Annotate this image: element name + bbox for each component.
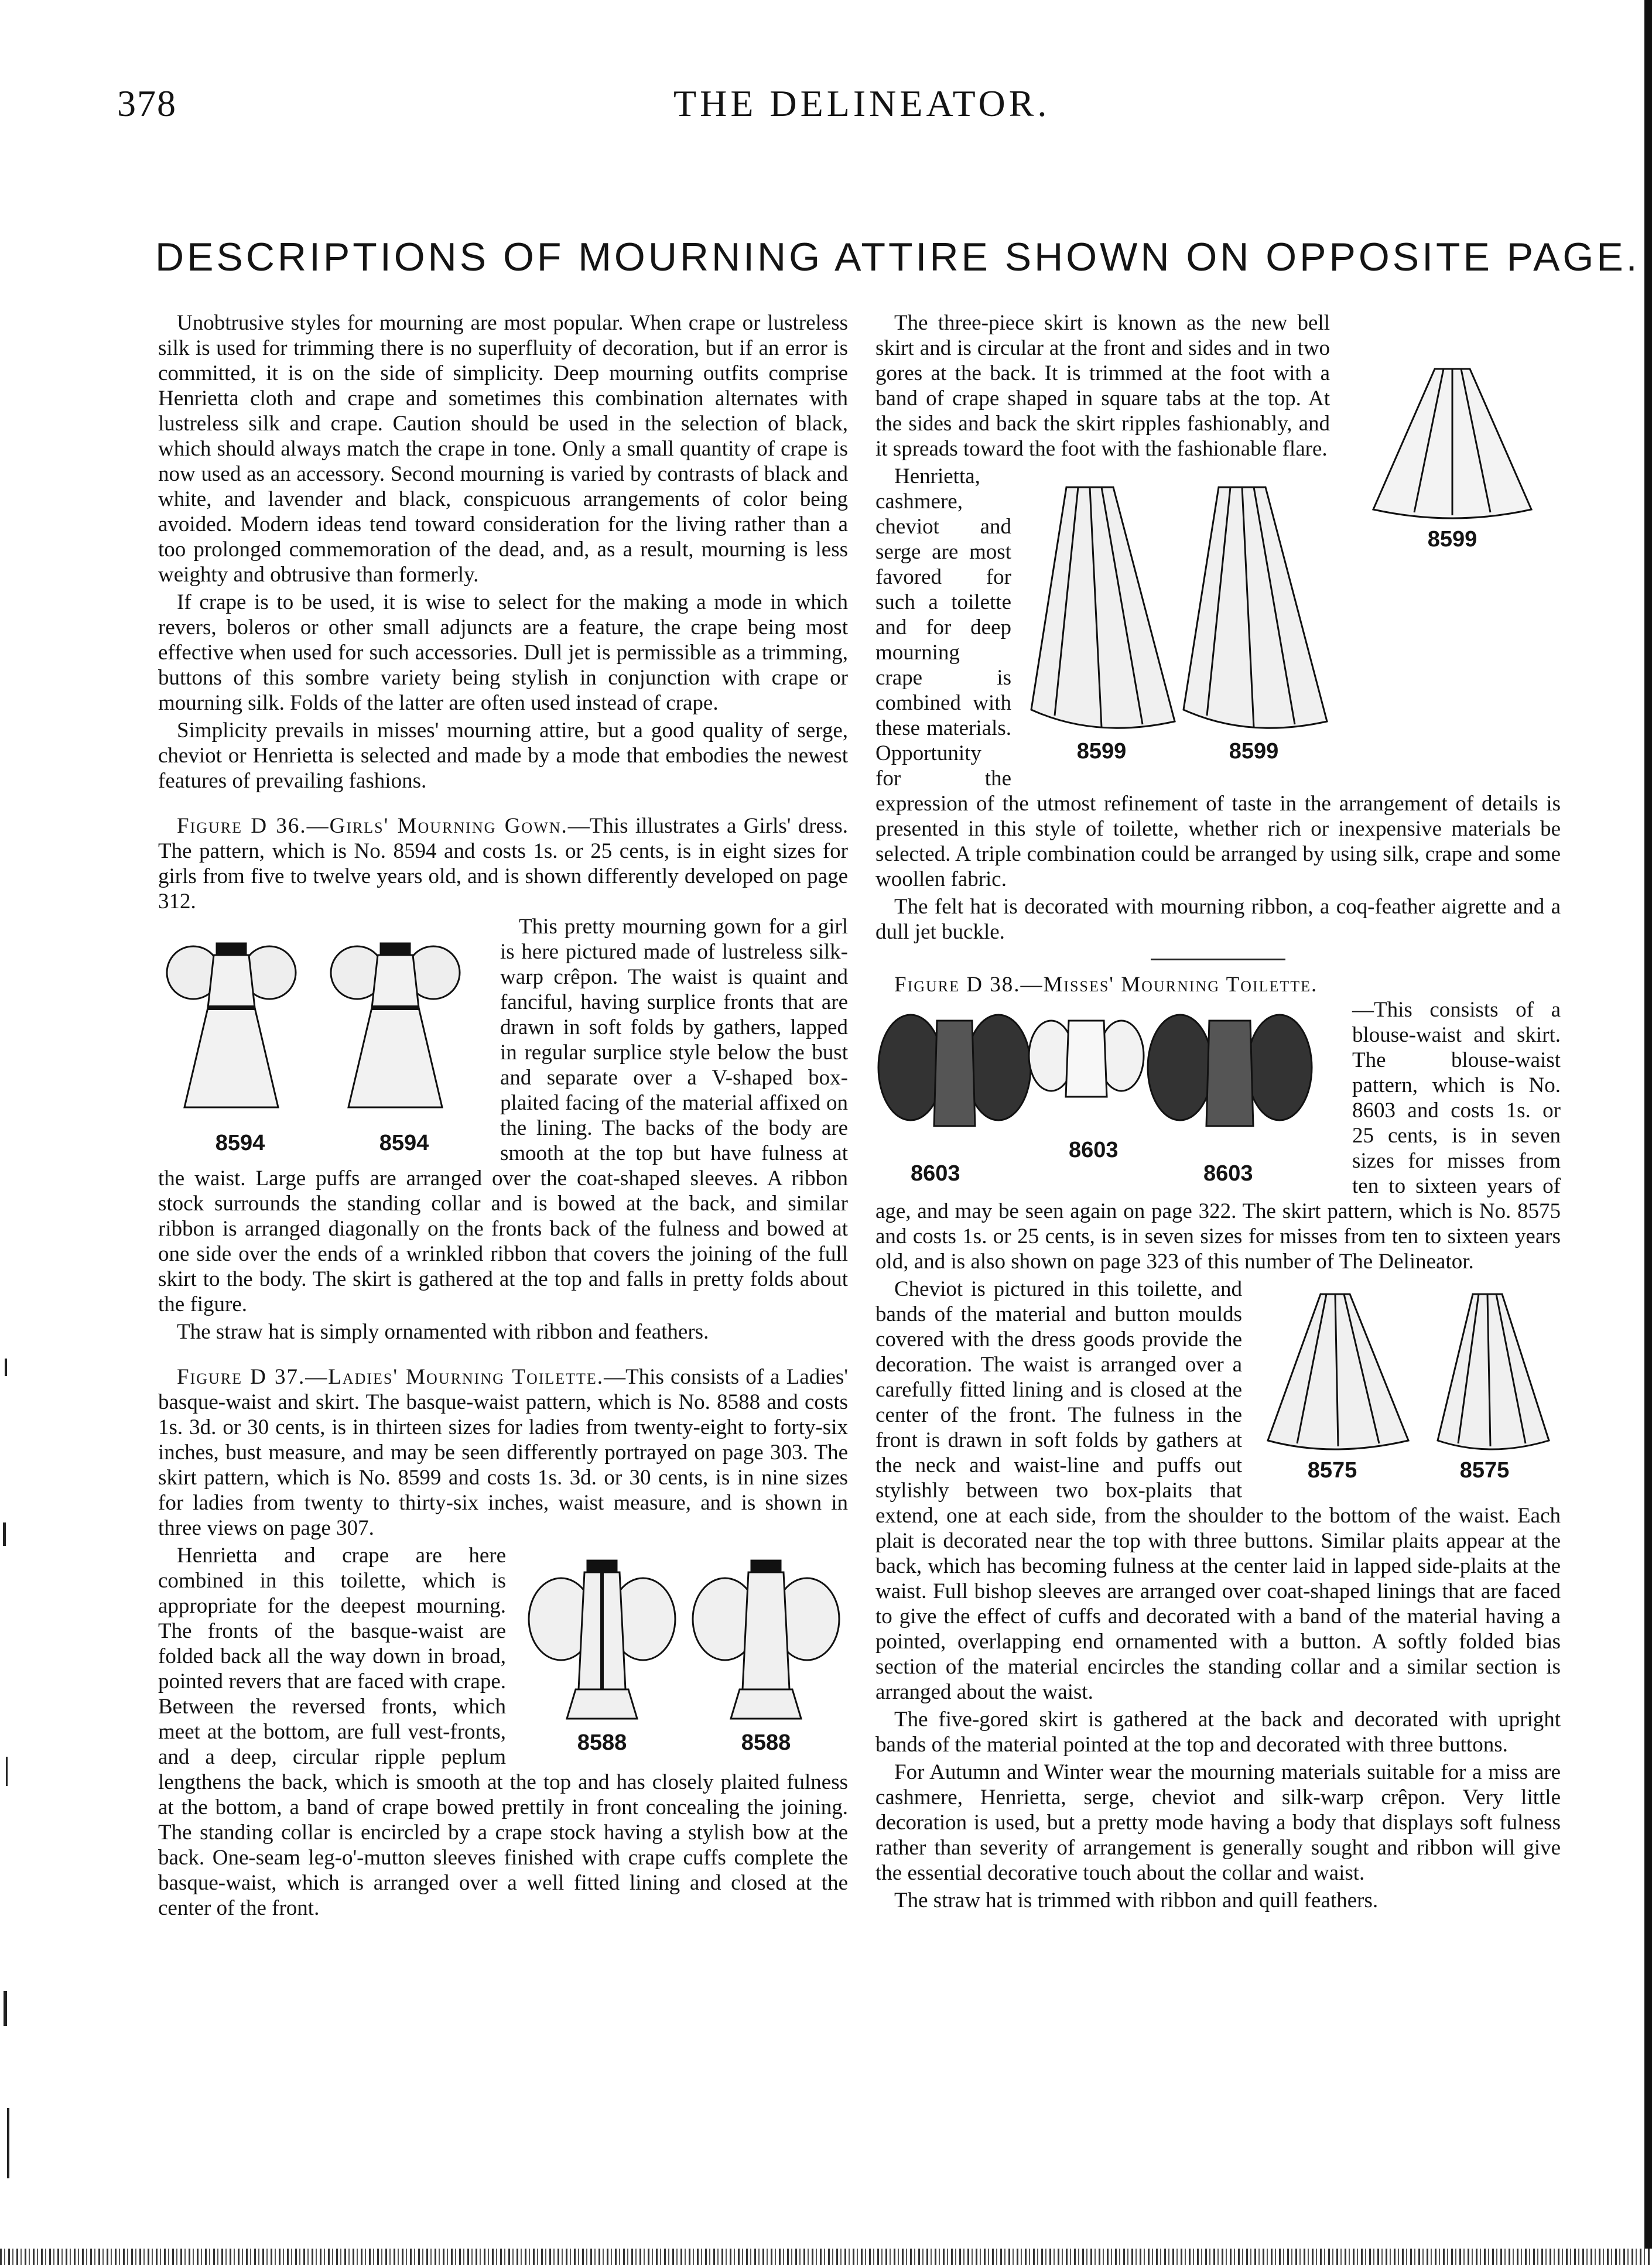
paragraph: If crape is to be used, it is wise to select for the making a mode in which revers, boleros or other small adjuncts are a feature, the crape being most effective when used for such accessories. Dull jet is permissible as a trimming, buttons of this sombre variety being stylish in conjunction with crape or mourning silk. Folds of the latter are often used instead of crape. (158, 590, 848, 715)
left-column (158, 310, 848, 1923)
paragraph: This pretty mourning gown for a girl is here pictured made of lustreless silk-warp crêpon. The waist is quaint and fanciful, having surplice fronts that are drawn in soft folds by gathers, lapped in regular surplice style below the bust and separate over a V-shaped box-plaited facing of the material affixed on the lining. The backs of the body are smooth at the top but have fulness at the waist. Large puffs are arranged over the coat-shaped sleeves. A ribbon stock surrounds the standing collar and is bowed at the back, and similar ribbon is arranged diagonally on the fronts back of the fulness and bowed at one side over the ends of a wrinkled ribbon that covers the joining of the full skirt to the body. The skirt is gathered at the top and falls in pretty folds about the figure. (158, 915, 848, 1316)
paragraph: For Autumn and Winter wear the mourning materials suitable for a miss are cashmere, Henrietta, serge, cheviot and silk-warp crêpon. Very little decoration is used, but a pretty mode having a body that displays soft fulness rather than severity of arrangement is generally sought and ribbon will give the essential decorative touch about the collar and waist. (875, 1760, 1561, 1885)
misses-skirt-illustration (1256, 1282, 1561, 1483)
bell-skirt-illustration-pair (1025, 475, 1330, 764)
paragraph: The straw hat is simply ornamented with ribbon and feathers. (177, 1320, 709, 1344)
figure-caption: 8603 (911, 1161, 960, 1186)
figure-caption: 8588 (741, 1730, 791, 1755)
scan-right-border (1644, 0, 1652, 2265)
bell-skirt-pair-drawing (1025, 475, 1330, 745)
paragraph: Unobtrusive styles for mourning are most popular. When crape or lustreless silk is used for trimming there is no superfluity of decoration, but if an error is committed, it is on the side of simplicity. Deep mourning outfits comprise Henrietta cloth and crape and sometimes this combination alternates with lustreless silk and crape. Caution should be used in the selection of black, which should always match the crape in tone. Only a small quantity of crape is now used as an accessory. Second mourning is varied by contrasts of black and white, and lavender and black, conspicuous arrangements of color being avoided. Modern ideas tend toward consideration for the living rather than a too prolonged commemoration of the dead, and, as a result, mourning is less weighty and obtrusive than formerly. (158, 311, 848, 587)
section-divider (1151, 959, 1285, 960)
ladies-basque-illustration (520, 1549, 848, 1756)
figure-d38-heading: Figure D 38.—Misses' Mourning Toilette. (894, 973, 1318, 997)
paragraph: The five-gored skirt is gathered at the back and decorated with upright bands of the material pointed at the top and decorated with three buttons. (875, 1708, 1561, 1757)
bell-skirt-drawing (1344, 357, 1561, 533)
figure-caption: 8603 (1069, 1138, 1119, 1162)
page-number: 378 (117, 83, 177, 124)
paragraph: Henrietta and crape are here combined in this toilette, which is appropriate for the deepest mourning. The fronts of the basque-waist are folded back all the way down in broad, pointed revers that are faced with crape. Between the reversed fronts, which meet at the bottom, are full vest-fronts, and a deep, circular ripple peplum lengthens the back, which is smooth at the top and has closely plaited fulness at the bottom, a band of crape bowed prettily in front concealing the joining. The standing collar is encircled by a crape stock having a stylish bow at the back. One-seam leg-o'-mutton sleeves finished with crape cuffs complete the basque-waist, which is arranged over a well fitted lining and closed at the center of the front. (158, 1544, 848, 1920)
figure-d37-paragraph (158, 1364, 848, 1541)
figure-caption: 8599 (1229, 739, 1279, 764)
figure-d38-paragraph (875, 972, 1561, 997)
figure-caption: 8599 (1076, 739, 1127, 764)
blouse-waist-illustration (875, 1003, 1338, 1186)
figure-caption: 8599 (1427, 527, 1477, 552)
bell-skirt-illustration-top (1344, 357, 1561, 552)
scan-bottom-band (0, 2249, 1652, 2265)
figure-d38-intro: —This consists of a blouse-waist and skirt. The blouse-waist pattern, which is No. 8603 and costs 1s. or 25 cents, is in seven sizes for misses from ten to sixteen years of age, and may be seen again on page 322. The skirt pattern, which is No. 8575 and costs 1s. or 25 cents, is in seven sizes for misses from ten to sixteen years old, and is also shown on page 323 of this number of The Delineator. (875, 998, 1561, 1274)
figure-caption: 8603 (1203, 1161, 1253, 1186)
figure-caption: 8588 (577, 1730, 627, 1755)
figure-caption: 8575 (1459, 1458, 1510, 1483)
running-title: THE DELINEATOR. (673, 83, 1051, 124)
scan-edge-speckle (0, 1347, 23, 2225)
figure-d36-heading: Figure D 36.—Girls' Mourning Gown. (177, 814, 568, 838)
figure-d37-intro: —This consists of a Ladies' basque-waist and skirt. The basque-waist pattern, which is No. 8588 and costs 1s. 3d. or 30 cents, is in thirteen sizes for ladies from twenty-eight to forty-six inches, bust measure, and may be seen differently portrayed on page 303. The skirt pattern, which is No. 8599 and costs 1s. 3d. or 30 cents, is in nine sizes for ladies from twenty to thirty-six inches, waist measure, and is shown in three views on page 307. (158, 1365, 848, 1540)
paragraph: The straw hat is trimmed with ribbon and quill feathers. (894, 1888, 1379, 1912)
article-title: DESCRIPTIONS OF MOURNING ATTIRE SHOWN ON OPPOSITE PAGE. (155, 235, 1640, 279)
misses-skirt-drawing (1256, 1282, 1561, 1464)
paragraph: Simplicity prevails in misses' mourning attire, but a good quality of serge, cheviot or Henrietta is selected and made by a mode that embodies the newest features of prevailing fashions. (158, 718, 848, 793)
paragraph: Cheviot is pictured in this toilette, and bands of the material and button moulds covered with the dress goods provide the decoration. The waist is arranged over a carefully fitted lining and is closed at the center of the front. The fulness in the front is drawn in soft folds by gathers at the neck and waist-line and puffs out stylishly between two box-plaits that extend, one at each side, from the shoulder to the bottom of the waist. Each plait is decorated near the top with three buttons. Similar plaits appear at the back, which has becoming fulness at the center laid in lapped side-plaits at the waist. Full bishop sleeves are arranged over coat-shaped linings that are faced to give the effect of cuffs and decorated with a band of the material having a pointed, overlapping end ornamented with a button. A softly folded bias section of the material encircles the standing collar and a similar section is arranged about the waist. (875, 1277, 1561, 1704)
girls-gown-drawing (158, 920, 486, 1142)
figure-d37-heading: Figure D 37.—Ladies' Mourning Toilette. (177, 1365, 604, 1389)
paragraph: The three-piece skirt is known as the new bell skirt and is circular at the front and sides and in two gores at the back. It is trimmed at the foot with a band of crape shaped in square tabs at the top. At the sides and back the skirt ripples fashionably, and it spreads toward the foot with the fashionable flare. (875, 311, 1330, 461)
figure-caption: 8594 (215, 1131, 265, 1155)
paragraph: The felt hat is decorated with mourning ribbon, a coq-feather aigrette and a dull jet buckle. (875, 895, 1561, 944)
page-header (0, 0, 1652, 152)
figure-d36-intro: —This illustrates a Girls' dress. The pattern, which is No. 8594 and costs 1s. or 25 cents, is in eight sizes for girls from five to twelve years old, and is shown differently developed on page 312. (158, 814, 848, 913)
ladies-basque-drawing (520, 1549, 848, 1742)
figure-caption: 8594 (379, 1131, 429, 1155)
figure-caption: 8575 (1307, 1458, 1357, 1483)
paragraph: Henrietta, cashmere, cheviot and serge are most favored for such a toilette and for deep mourning crape is combined with these materials. Opportunity for the expression of the utmost refinement of taste in the arrangement of details is presented in this style of toilette, whether rich or inexpensive materials be selected. A triple combination could be arranged by using silk, crape and some woollen fabric. (875, 464, 1561, 891)
right-column (875, 310, 1561, 1915)
